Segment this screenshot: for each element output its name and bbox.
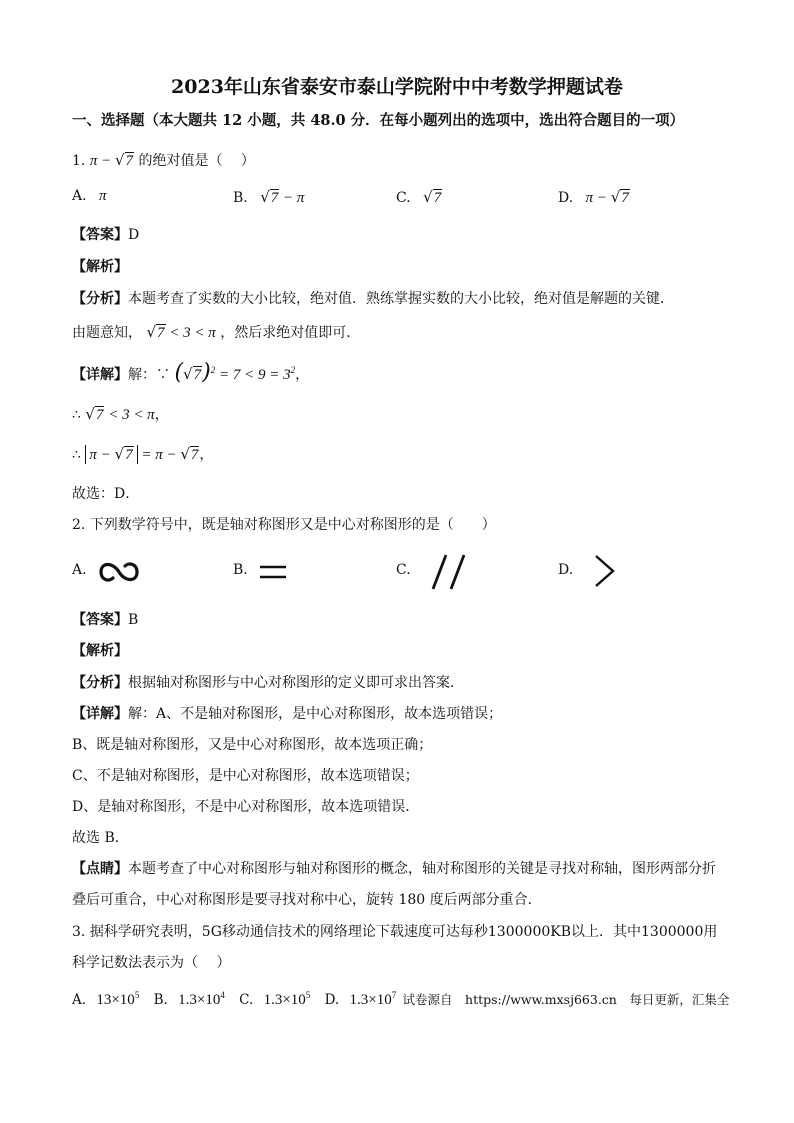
reason-text: ，然后求绝对值即可． — [220, 325, 361, 341]
question-number: 3. — [72, 924, 86, 940]
option-label: C. — [239, 992, 254, 1008]
therefore-symbol: ∴ — [72, 447, 81, 463]
math-expression: $(√7)^2 = 7 < 9 = 3^2$ — [174, 360, 296, 385]
fenxi-tag: 【分析】 — [72, 675, 128, 691]
answer-tag: 【答案】 — [72, 227, 128, 243]
comment-text: 本题考查了中心对称图形与轴对称图形的概念，轴对称图形的关键是寻找对称轴，图形两部分折 — [128, 861, 716, 877]
question-2-detail-line: D、是轴对称图形，不是中心对称图形，故本选项错误． — [72, 799, 420, 815]
question-3-stem-line: 科学记数法表示为（ ） — [72, 955, 231, 971]
question-1-option-a — [72, 188, 107, 205]
question-2-option-a: A. — [72, 562, 87, 578]
math-expression: π − √7 = π − √7 — [85, 447, 199, 463]
question-stem-text: 下列数学符号中，既是轴对称图形又是中心对称图形的是（ ） — [89, 517, 496, 533]
detail-text: 解：∵ — [128, 367, 170, 383]
question-1-stem — [72, 150, 255, 170]
question-3-stem — [72, 921, 717, 941]
option-label: D. — [324, 992, 340, 1008]
parallel-symbol-icon — [430, 553, 468, 591]
math-expression: √7 < 3 < π — [85, 405, 155, 423]
math-expression: π — [99, 188, 107, 204]
source-footer-text: 试卷源自 https://www.mxsj663.cn 每日更新，汇集全 — [402, 992, 730, 1007]
option-label: A. — [72, 992, 87, 1008]
question-1-conclusion: 故选：D． — [72, 486, 140, 502]
fenxi-tag: 【分析】 — [72, 291, 128, 307]
question-1-option-b — [233, 188, 304, 207]
math-expression: √7 − π — [260, 188, 305, 206]
section-heading: 一、选择题（本大题共 12 小题，共 48.0 分．在每小题列出的选项中，选出符合题目的一项） — [72, 112, 685, 129]
option-value: $1.3\times 10^5$ — [263, 990, 311, 1008]
detail-tag: 【详解】 — [72, 367, 128, 383]
question-2-detail-line: C、不是轴对称图形，是中心对称图形，故本选项错误； — [72, 768, 419, 784]
option-label: B. — [233, 190, 248, 206]
question-1-reasoning — [72, 322, 360, 342]
question-3-options — [72, 990, 729, 1009]
question-2-option-d: D. — [558, 562, 574, 578]
question-2-option-b: B. — [233, 562, 248, 578]
answer-value: B — [128, 612, 139, 628]
option-label: C. — [396, 190, 411, 206]
question-stem-text: 据科学研究表明，5G移动通信技术的网络理论下载速度可达每秒1300000KB以上．其中1300000用 — [89, 924, 718, 940]
question-1-step: ∴ √7 < 3 < π， — [72, 405, 169, 423]
question-2-answer — [72, 609, 138, 629]
similar-to-symbol-icon — [97, 558, 141, 586]
question-1-analysis-tag: 【解析】 — [72, 259, 128, 275]
detail-tag: 【详解】 — [72, 706, 128, 722]
equals-sign-icon — [258, 562, 288, 582]
answer-value: D — [128, 227, 140, 243]
question-stem-text: 的绝对值是（ ） — [138, 153, 255, 169]
math-expression: π − √7 — [585, 188, 629, 206]
question-1-detail: 【详解】解：∵ $(√7)^2 = 7 < 9 = 3^2$， — [72, 360, 310, 385]
therefore-symbol: ∴ — [72, 407, 81, 423]
question-number: 2. — [72, 517, 86, 533]
question-2-detail — [72, 703, 502, 723]
option-value: $13\times 10^5$ — [96, 990, 140, 1008]
page-title: 2023年山东省泰安市泰山学院附中中考数学押题试卷 — [171, 76, 623, 98]
math-expression: √7 — [423, 188, 442, 206]
question-1-option-d — [558, 188, 630, 207]
detail-text: 解：A、不是轴对称图形，是中心对称图形，故本选项错误； — [128, 706, 503, 722]
fenxi-text: 本题考查了实数的大小比较，绝对值．熟练掌握实数的大小比较，绝对值是解题的关键． — [128, 291, 674, 307]
question-2-fenxi — [72, 672, 464, 692]
question-2-option-c: C. — [396, 562, 411, 578]
option-value: $1.3\times 10^4$ — [178, 990, 225, 1008]
question-1-fenxi — [72, 288, 674, 308]
answer-tag: 【答案】 — [72, 612, 128, 628]
option-label: B. — [153, 992, 168, 1008]
question-1-step: ∴ π − √7 = π − √7， — [72, 445, 214, 463]
question-2-analysis-tag: 【解析】 — [72, 643, 128, 659]
question-2-comment — [72, 858, 716, 878]
question-number: 1. — [72, 153, 86, 169]
question-2-detail-line: B、既是轴对称图形，又是中心对称图形，故本选项正确； — [72, 737, 433, 753]
question-2-conclusion: 故选 B． — [72, 830, 129, 846]
question-2-stem — [72, 514, 496, 534]
question-1-option-c — [396, 188, 442, 207]
option-label: D. — [558, 190, 574, 206]
greater-than-symbol-icon — [592, 553, 618, 589]
math-expression: π − √7 — [89, 151, 134, 169]
fenxi-text: 根据轴对称图形与中心对称图形的定义即可求出答案． — [128, 675, 464, 691]
comment-tag: 【点睛】 — [72, 861, 128, 877]
option-value: $1.3\times 10^7$ — [349, 990, 397, 1008]
question-2-comment-line: 叠后可重合，中心对称图形是要寻找对称中心，旋转 180 度后两部分重合． — [72, 892, 542, 908]
question-1-answer — [72, 224, 139, 244]
math-expression: √7 < 3 < π — [146, 323, 216, 341]
option-label: A. — [72, 188, 87, 204]
reason-text: 由题意知， — [72, 325, 142, 341]
